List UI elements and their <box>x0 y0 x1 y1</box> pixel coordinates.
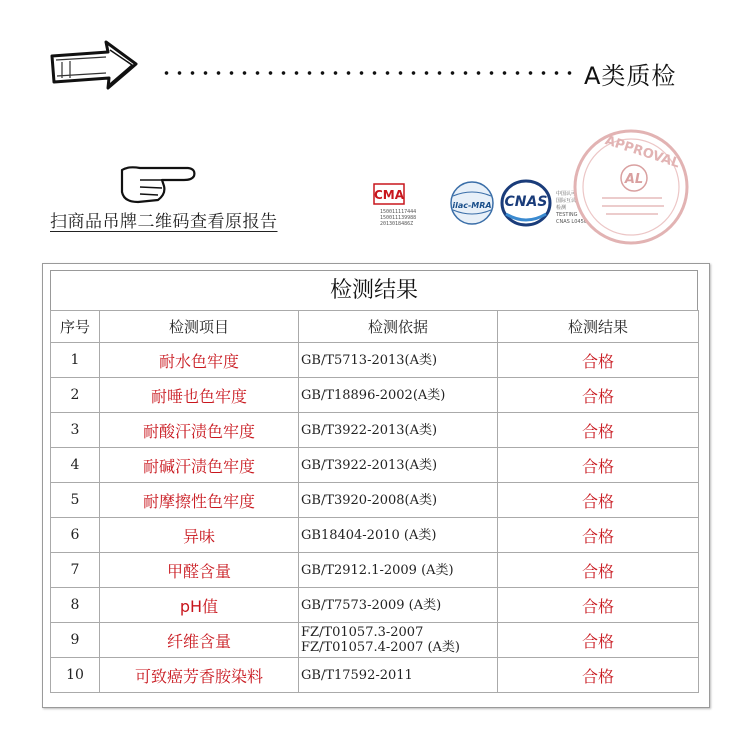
cnas-cert-text: 中国认可 国际互认 检测 TESTING CNAS L0450 <box>556 191 587 225</box>
svg-text:CMA: CMA <box>373 188 405 202</box>
row-item: 甲醛含量 <box>100 553 299 588</box>
dotted-divider <box>160 70 572 76</box>
row-result: 合格 <box>498 553 699 588</box>
row-no: 5 <box>51 483 100 518</box>
row-no: 3 <box>51 413 100 448</box>
row-item: pH值 <box>100 588 299 623</box>
pointing-hand-icon <box>118 160 198 206</box>
header-no: 序号 <box>51 311 100 343</box>
row-no: 1 <box>51 343 100 378</box>
approval-stamp-icon <box>572 128 690 246</box>
row-result: 合格 <box>498 623 699 658</box>
cnas-logo <box>500 178 552 228</box>
results-title: 检测结果 <box>50 270 698 310</box>
row-result: 合格 <box>498 518 699 553</box>
row-item: 可致癌芳香胺染料 <box>100 658 299 693</box>
row-result: 合格 <box>498 413 699 448</box>
row-no: 9 <box>51 623 100 658</box>
row-item: 纤维含量 <box>100 623 299 658</box>
row-item: 耐摩擦性色牢度 <box>100 483 299 518</box>
row-no: 10 <box>51 658 100 693</box>
table-header-row <box>51 311 699 343</box>
section-title: A类质检 <box>584 62 677 90</box>
table-row <box>51 623 699 658</box>
table-row <box>51 378 699 413</box>
row-no: 8 <box>51 588 100 623</box>
arrow-icon <box>48 38 140 94</box>
row-standard: GB/T2912.1-2009 (A类) <box>299 553 498 588</box>
row-standard: GB/T18896-2002(A类) <box>299 378 498 413</box>
row-result: 合格 <box>498 658 699 693</box>
cnas-label: CNAS <box>504 194 548 210</box>
row-item: 耐碱汗渍色牢度 <box>100 448 299 483</box>
row-result: 合格 <box>498 448 699 483</box>
row-standard: GB/T17592-2011 <box>299 658 498 693</box>
header-result: 检测结果 <box>498 311 699 343</box>
row-item: 异味 <box>100 518 299 553</box>
row-item: 耐唾也色牢度 <box>100 378 299 413</box>
ilac-mra-logo <box>447 180 497 226</box>
row-standard: GB/T3922-2013(A类) <box>299 448 498 483</box>
svg-text:APPROVAL: APPROVAL <box>603 133 682 172</box>
row-result: 合格 <box>498 483 699 518</box>
row-standard: GB18404-2010 (A类) <box>299 518 498 553</box>
table-row <box>51 413 699 448</box>
row-item: 耐水色牢度 <box>100 343 299 378</box>
header-standard: 检测依据 <box>299 311 498 343</box>
row-no: 4 <box>51 448 100 483</box>
row-no: 7 <box>51 553 100 588</box>
header-item: 检测项目 <box>100 311 299 343</box>
cma-badge-icon <box>372 180 406 208</box>
table-row <box>51 658 699 693</box>
table-row <box>51 553 699 588</box>
row-standard: GB/T5713-2013(A类) <box>299 343 498 378</box>
results-table <box>50 310 699 693</box>
row-standard: GB/T3920-2008(A类) <box>299 483 498 518</box>
row-result: 合格 <box>498 378 699 413</box>
table-row <box>51 343 699 378</box>
row-standard: FZ/T01057.3-2007 FZ/T01057.4-2007 (A类) <box>299 623 498 658</box>
table-row <box>51 588 699 623</box>
table-row <box>51 483 699 518</box>
row-standard: GB/T7573-2009 (A类) <box>299 588 498 623</box>
svg-text:AL: AL <box>624 172 644 187</box>
ilac-label: ilac-MRA <box>452 201 492 210</box>
table-row <box>51 518 699 553</box>
cma-cert-numbers: 150011117444 150011139988 2013018486Z <box>380 209 417 227</box>
row-no: 2 <box>51 378 100 413</box>
row-item: 耐酸汗渍色牢度 <box>100 413 299 448</box>
row-result: 合格 <box>498 588 699 623</box>
row-no: 6 <box>51 518 100 553</box>
table-row <box>51 448 699 483</box>
row-result: 合格 <box>498 343 699 378</box>
row-standard: GB/T3922-2013(A类) <box>299 413 498 448</box>
scan-report-link[interactable]: 扫商品吊牌二维码查看原报告 <box>50 212 278 232</box>
